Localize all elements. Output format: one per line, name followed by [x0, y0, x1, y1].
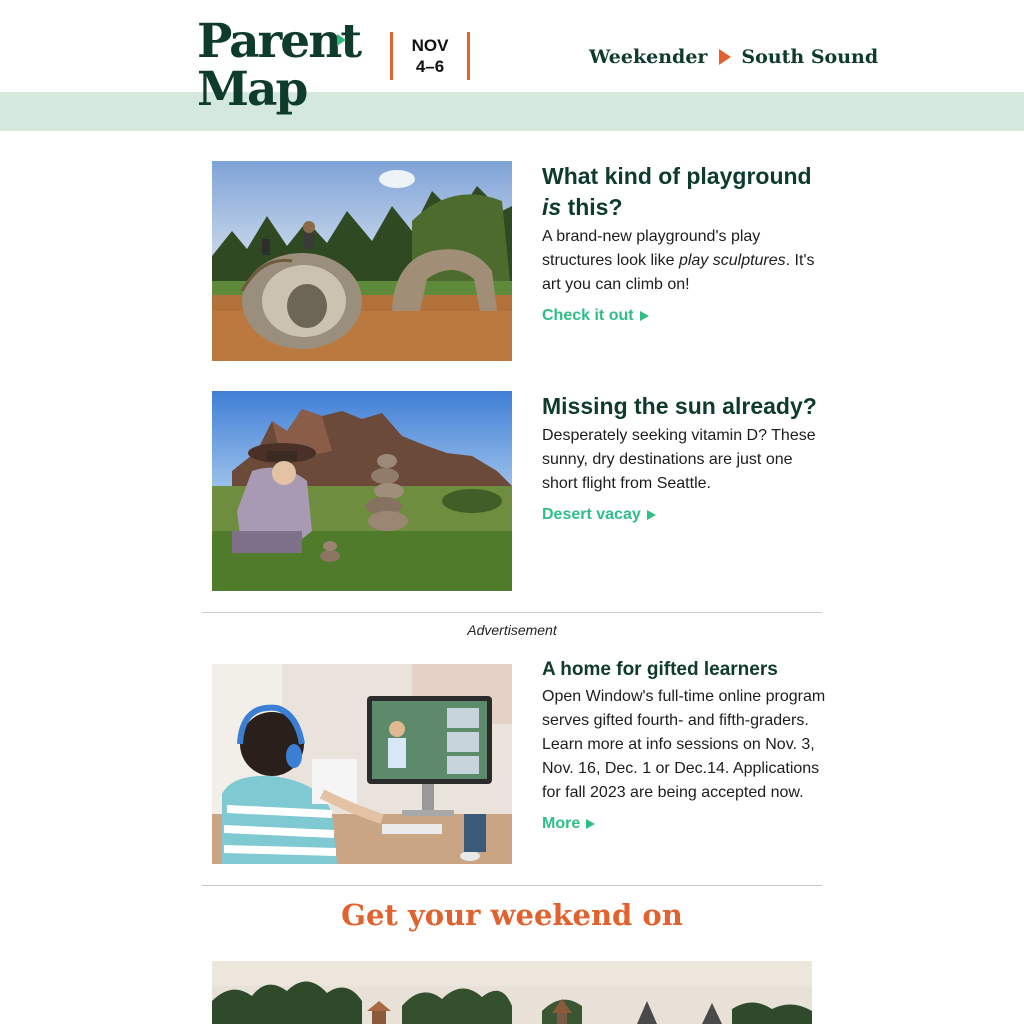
ad-body: Open Window's full-time online program serves gifted fourth- and fifth-graders. Learn more at info sessions on Nov. 3, Nov. 16, Dec. 1 or Dec.14. Applications for fall 2023 are being accepted now. — [542, 688, 826, 801]
playground-photo[interactable] — [212, 161, 512, 361]
desert-vacay-link[interactable]: Desert vacay — [542, 506, 656, 524]
story-desert — [212, 391, 832, 591]
desert-photo[interactable] — [212, 391, 512, 591]
issue-date — [390, 32, 470, 80]
play-triangle-icon — [640, 311, 649, 321]
story-body: Desperately seeking vitamin D? These sunny, dry destinations are just one short flight from Seattle. — [542, 427, 816, 492]
weekend-feature-photo[interactable] — [212, 961, 812, 1024]
ad-text — [542, 657, 832, 833]
edition-name: Weekender — [589, 46, 708, 68]
story-text — [542, 161, 832, 325]
weekend-feature-image — [212, 961, 812, 1024]
newsletter-header — [0, 0, 1024, 131]
advertisement-label: Advertisement — [467, 622, 557, 638]
edition-region: South Sound — [741, 46, 879, 68]
ad-title: A home for gifted learners — [542, 659, 778, 680]
story-title: What kind of playground is this? — [542, 163, 812, 220]
online-learning-image — [212, 664, 512, 864]
issue-month: NOV — [411, 36, 449, 55]
desert-image — [212, 391, 512, 591]
play-triangle-icon — [586, 819, 595, 829]
online-learning-photo[interactable] — [212, 664, 512, 864]
divider — [202, 612, 822, 613]
story-text — [542, 391, 832, 524]
check-it-out-link[interactable]: Check it out — [542, 307, 649, 325]
section-heading: Get your weekend on — [341, 898, 683, 932]
logo-flag-icon — [337, 34, 346, 46]
story-title: Missing the sun already? — [542, 393, 817, 419]
story-playground — [212, 161, 832, 361]
triangle-right-icon — [719, 49, 731, 65]
issue-days: 4–6 — [415, 57, 445, 76]
edition-label — [589, 44, 878, 70]
logo-word-map: Map — [197, 62, 307, 117]
more-link[interactable]: More — [542, 815, 595, 833]
story-body: A brand-new playground's play structures look like play sculptures. It's art you can climb on! — [542, 228, 815, 293]
playground-image — [212, 161, 512, 361]
logo-word-parent: Parent — [197, 14, 361, 69]
divider — [202, 885, 822, 886]
parentmap-logo[interactable] — [197, 14, 361, 124]
ad-gifted-learners — [212, 657, 832, 864]
play-triangle-icon — [647, 510, 656, 520]
